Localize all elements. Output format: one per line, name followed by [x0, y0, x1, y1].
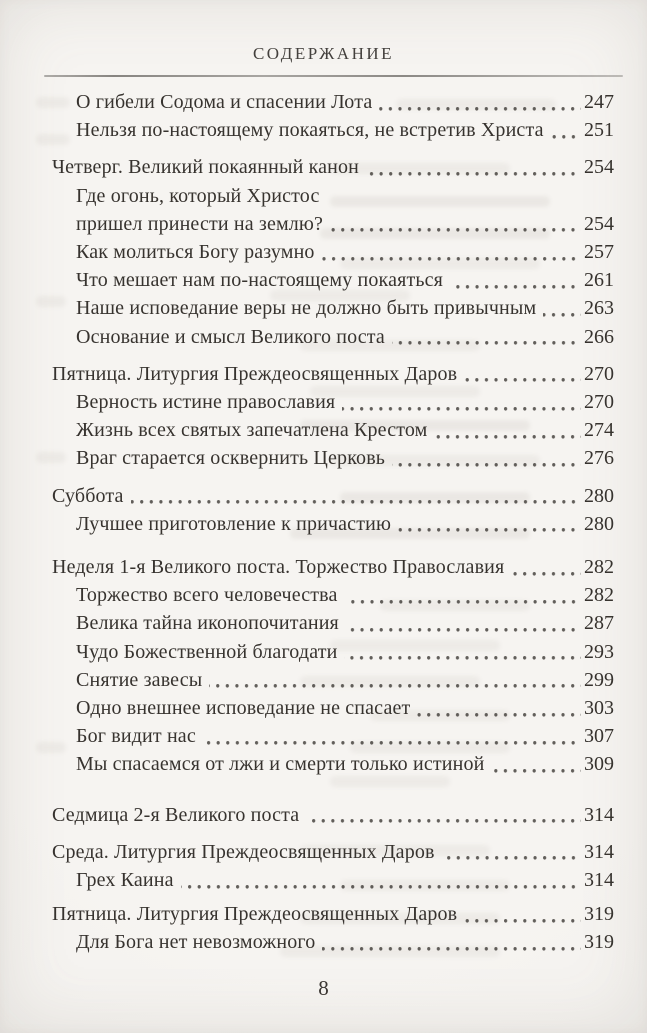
dot-leader: [203, 722, 581, 750]
toc-entry-title: О гибели Содома и спасении Лота: [76, 91, 373, 113]
toc-entry-page: 261: [584, 269, 614, 292]
toc-entry-page: 280: [584, 484, 614, 507]
dot-leader: [417, 694, 581, 722]
toc-entry: [52, 666, 614, 694]
toc-entry: [52, 638, 614, 666]
toc-entry-page: 247: [584, 91, 614, 113]
toc-entry-page: 309: [584, 753, 614, 776]
toc-entry-title: Враг старается осквернить Церковь: [76, 447, 386, 470]
toc-entry-page: 303: [584, 697, 614, 720]
dot-leader: [181, 866, 581, 894]
toc-entry: [52, 88, 614, 116]
toc-entry: [52, 694, 614, 722]
toc-entry-title: Что мешает нам по-настоящему покаяться: [76, 269, 444, 292]
toc-entry-title: Наше исповедание веры не должно быть привычным: [76, 297, 537, 320]
header-divider: [44, 75, 623, 77]
dot-leader: [209, 666, 581, 694]
toc-entry-page: 254: [584, 212, 614, 235]
page-number: 8: [318, 976, 329, 1000]
dot-leader: [398, 510, 581, 538]
toc-entry-page: 319: [584, 903, 614, 926]
dot-leader: [543, 294, 581, 322]
toc-entry: [52, 553, 614, 581]
toc-entry: [52, 238, 614, 266]
dot-leader: [342, 388, 581, 416]
toc-entry-title: Суббота: [52, 484, 124, 507]
dot-leader: [345, 581, 581, 609]
toc-entry-page: 314: [584, 869, 614, 892]
dot-leader: [392, 444, 581, 472]
dot-leader: [322, 238, 581, 266]
toc-entry: [52, 116, 614, 144]
toc-entry: [52, 416, 614, 444]
toc-entry-page: 314: [584, 840, 614, 863]
toc-entry: [52, 900, 614, 928]
toc-entry-page: 280: [584, 512, 614, 535]
toc-entry-page: 270: [584, 362, 614, 385]
toc-entry-page: 299: [584, 668, 614, 691]
toc-list: [52, 88, 614, 957]
toc-entry: [52, 866, 614, 894]
toc-entry-title: Одно внешнее исповедание не спасает: [76, 697, 411, 720]
toc-entry-page: 282: [584, 556, 614, 579]
dot-leader: [306, 801, 581, 829]
toc-entry-title: Седмица 2-я Великого поста: [52, 803, 300, 826]
toc-entry-title: Бог видит нас: [76, 725, 196, 748]
toc-entry: [52, 182, 614, 210]
toc-entry-page: 307: [584, 725, 614, 748]
toc-entry-title: Основание и смысл Великого поста: [76, 325, 385, 348]
toc-entry-page: 293: [584, 640, 614, 663]
toc-entry-title: Верность истине православия: [76, 391, 336, 414]
toc-entry-title: Снятие завесы: [76, 668, 203, 691]
toc-entry-title: Как молиться Богу разумно: [76, 241, 315, 264]
dot-leader: [366, 153, 581, 181]
toc-entry-title: Пятница. Литургия Преждеосвященных Даров: [52, 362, 458, 385]
page-title: СОДЕРЖАНИЕ: [252, 44, 395, 63]
toc-entry: [52, 294, 614, 322]
toc-entry-title: Велика тайна иконопочитания: [76, 612, 339, 635]
toc-entry: [52, 928, 614, 956]
toc-entry: [52, 388, 614, 416]
toc-entry-title: Жизнь всех святых запечатлена Крестом: [76, 419, 428, 442]
toc-entry-title: Лучшее приготовление к причастию: [76, 512, 392, 535]
toc-entry-title: Грех Каина: [76, 869, 174, 892]
toc-entry-title: Пятница. Литургия Преждеосвященных Даров: [52, 903, 458, 926]
toc-entry-title: Нельзя по-настоящему покаяться, не встретив Христа: [76, 119, 544, 142]
toc-entry-title: Неделя 1-я Великого поста. Торжество Православия: [52, 556, 505, 579]
toc-entry-title: Среда. Литургия Преждеосвященных Даров: [52, 840, 435, 863]
dot-leader: [450, 266, 581, 294]
toc-entry-page: 254: [584, 156, 614, 179]
toc-entry-page: 266: [584, 325, 614, 348]
dot-leader: [330, 210, 581, 238]
toc-entry: [52, 609, 614, 637]
toc-entry-page: 287: [584, 612, 614, 635]
toc-entry: [52, 323, 614, 351]
toc-entry: [52, 838, 614, 866]
toc-entry: [52, 482, 614, 510]
dot-leader: [434, 416, 581, 444]
dot-leader: [464, 360, 581, 388]
toc-entry: [52, 750, 614, 778]
toc-entry-page: 251: [584, 119, 614, 142]
toc-entry: [52, 360, 614, 388]
dot-leader: [322, 928, 581, 956]
toc-entry: [52, 444, 614, 472]
dot-leader: [464, 900, 581, 928]
toc-entry: [52, 510, 614, 538]
toc-entry-title: Мы спасаемся от лжи и смерти только истиной: [76, 753, 485, 776]
toc-entry: [52, 266, 614, 294]
dot-leader: [511, 553, 581, 581]
dot-leader: [392, 323, 581, 351]
toc-entry-page: 263: [584, 297, 614, 320]
toc-entry-page: 282: [584, 584, 614, 607]
toc-entry: [52, 581, 614, 609]
toc-entry: [52, 801, 614, 829]
toc-entry-page: 270: [584, 391, 614, 414]
toc-entry-page: 257: [584, 241, 614, 264]
toc-entry-page: 276: [584, 447, 614, 470]
toc-entry-page: 274: [584, 419, 614, 442]
dot-leader: [491, 750, 581, 778]
toc-entry-title: Торжество всего человечества: [76, 584, 338, 607]
dot-leader: [379, 88, 581, 116]
dot-leader: [551, 116, 581, 144]
toc-entry: [52, 153, 614, 181]
toc-entry-title: Четверг. Великий покаянный канон: [52, 156, 360, 179]
toc-entry: [52, 722, 614, 750]
dot-leader: [131, 482, 581, 510]
dot-leader: [442, 838, 581, 866]
toc-entry-page: 319: [584, 931, 614, 954]
toc-entry-title: Чудо Божественной благодати: [76, 640, 338, 663]
toc-entry-title: Для Бога нет невозможного: [76, 931, 316, 954]
toc-entry-title: пришел принести на землю?: [76, 212, 324, 235]
toc-entry: [52, 210, 614, 238]
dot-leader: [344, 638, 581, 666]
dot-leader: [346, 609, 581, 637]
toc-entry-title: Где огонь, который Христос: [76, 184, 320, 207]
toc-entry-page: 314: [584, 803, 614, 826]
